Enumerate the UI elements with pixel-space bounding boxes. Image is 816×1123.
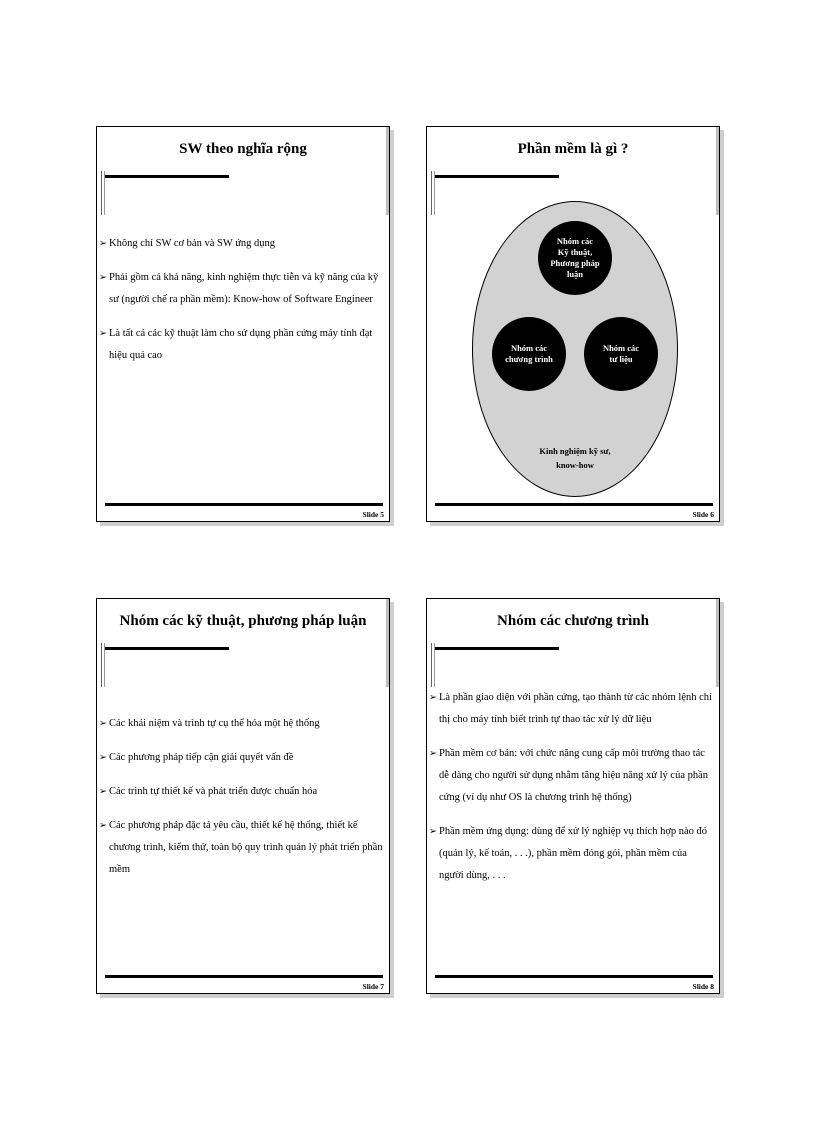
bullet-item	[429, 821, 713, 887]
arrow-bullet-icon: ➢	[429, 693, 437, 703]
bullet-list	[429, 687, 713, 899]
arrow-bullet-icon: ➢	[99, 821, 107, 831]
title-underline	[105, 647, 229, 650]
slide-7	[96, 598, 390, 994]
decorative-tick	[101, 171, 105, 215]
bullet-item	[99, 267, 383, 311]
arrow-bullet-icon: ➢	[429, 827, 437, 837]
bullet-text: Các phương pháp tiếp cận giải quyết vấn đề	[109, 752, 294, 763]
slide-8	[426, 598, 720, 994]
bullet-text: Phần mềm cơ bản: với chức năng cung cấp môi trường thao tác dễ dàng cho người sử dụng nhằm tăng hiệu năng xử lý của phần cứng (ví dụ như OS là chương trình hệ thống)	[439, 748, 709, 803]
bullet-item	[99, 747, 383, 769]
bullet-text: Phải gồm cả khả năng, kinh nghiệm thực tiễn và kỹ năng của kỹ sư (người chế ra phần mềm): Know-how of Software Engineer	[109, 272, 379, 305]
circle-label: Nhóm các chương trình	[505, 343, 553, 364]
arrow-bullet-icon: ➢	[99, 753, 107, 763]
title-underline	[435, 175, 559, 178]
footer-rule	[105, 503, 383, 506]
slide-title: SW theo nghĩa rộng	[179, 141, 307, 157]
bullet-item	[99, 233, 383, 255]
arrow-bullet-icon: ➢	[99, 719, 107, 729]
circle-methods	[538, 221, 612, 295]
bullet-text: Không chỉ SW cơ bản và SW ứng dụng	[109, 238, 276, 249]
experience-label: Kinh nghiệm kỹ sư, know-how	[539, 446, 611, 470]
slide-number: Slide 6	[692, 510, 714, 519]
arrow-bullet-icon: ➢	[99, 329, 107, 339]
slide-title: Nhóm các kỹ thuật, phương pháp luận	[119, 613, 367, 629]
bullet-list	[99, 713, 383, 893]
slide-number: Slide 5	[362, 510, 384, 519]
slide-title: Nhóm các chương trình	[497, 613, 649, 629]
arrow-bullet-icon: ➢	[99, 273, 107, 283]
slide-number: Slide 8	[692, 982, 714, 991]
footer-rule	[435, 503, 713, 506]
slide-6	[426, 126, 720, 522]
arrow-bullet-icon: ➢	[99, 787, 107, 797]
bullet-item	[99, 815, 383, 881]
circle-label: Nhóm các tư liệu	[602, 343, 640, 364]
decorative-tick	[431, 171, 435, 215]
footer-rule	[105, 975, 383, 978]
decorative-tick	[431, 643, 435, 687]
circle-documents	[584, 317, 658, 391]
arrow-bullet-icon: ➢	[429, 749, 437, 759]
slide-number: Slide 7	[362, 982, 384, 991]
slide-title: Phần mềm là gì ?	[517, 141, 629, 157]
slide-5	[96, 126, 390, 522]
bullet-item	[429, 687, 713, 731]
footer-rule	[435, 975, 713, 978]
decorative-tick	[101, 643, 105, 687]
bullet-item	[99, 323, 383, 367]
bullet-text: Các khái niệm và trình tự cụ thể hóa một hệ thống	[109, 718, 320, 729]
bullet-item	[99, 713, 383, 735]
bullet-text: Các trình tự thiết kế và phát triển được chuẩn hóa	[109, 786, 318, 797]
bullet-text: Phần mềm ứng dụng: dùng để xử lý nghiệp vụ thích hợp nào đó (quản lý, kế toán, . . .), phần mềm đóng gói, phần mềm của người dùng, . . .	[439, 826, 708, 881]
title-underline	[105, 175, 229, 178]
bullet-text: Là phần giao diện với phần cứng, tạo thành từ các nhóm lệnh chỉ thị cho máy tính biết trình tự thao tác xử lý dữ liệu	[439, 692, 712, 725]
software-diagram	[472, 201, 678, 497]
bullet-text: Là tất cả các kỹ thuật làm cho sử dụng phần cứng máy tính đạt hiệu quả cao	[109, 328, 373, 361]
circle-programs	[492, 317, 566, 391]
bullet-item	[99, 781, 383, 803]
bullet-text: Các phương pháp đặc tả yêu cầu, thiết kế hệ thống, thiết kế chương trình, kiểm thử, toàn bộ quy trình quản lý phát triển phần mềm	[109, 820, 383, 875]
title-underline	[435, 647, 559, 650]
arrow-bullet-icon: ➢	[99, 239, 107, 249]
bullet-list	[99, 233, 383, 379]
circle-label: Nhóm các Kỹ thuật, Phương pháp luận	[550, 236, 600, 279]
bullet-item	[429, 743, 713, 809]
